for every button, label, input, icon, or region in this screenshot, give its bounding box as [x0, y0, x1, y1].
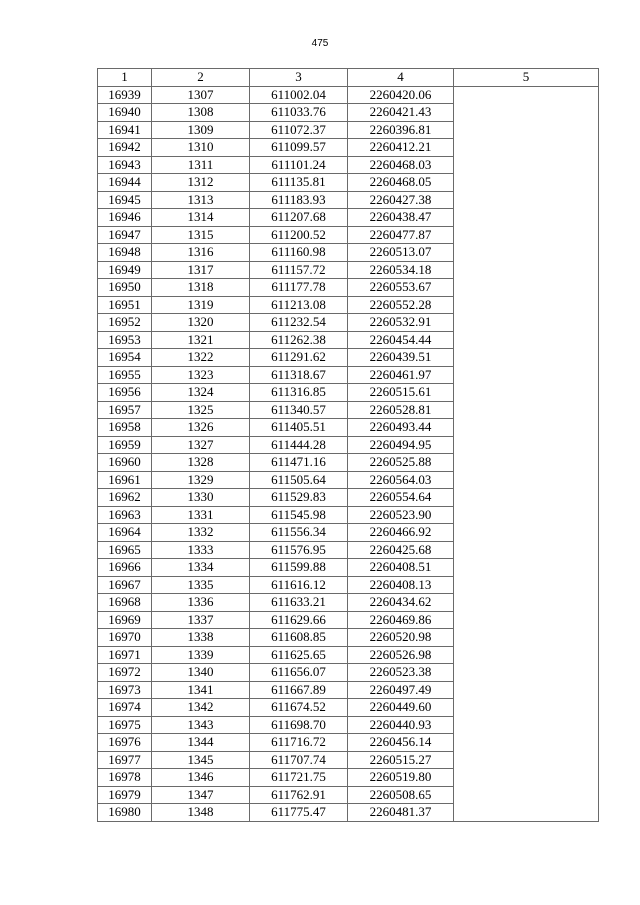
cell-x-coordinate: 611072.37: [250, 121, 348, 139]
cell-y-coordinate: 2260425.68: [348, 541, 454, 559]
cell-index: 1316: [152, 244, 250, 262]
cell-y-coordinate: 2260469.86: [348, 611, 454, 629]
cell-point-number: 16958: [98, 419, 152, 437]
cell-x-coordinate: 611135.81: [250, 174, 348, 192]
cell-index: 1346: [152, 769, 250, 787]
cell-index: 1331: [152, 506, 250, 524]
cell-index: 1334: [152, 559, 250, 577]
cell-y-coordinate: 2260454.44: [348, 331, 454, 349]
cell-index: 1311: [152, 156, 250, 174]
cell-y-coordinate: 2260552.28: [348, 296, 454, 314]
cell-point-number: 16942: [98, 139, 152, 157]
cell-y-coordinate: 2260534.18: [348, 261, 454, 279]
cell-index: 1317: [152, 261, 250, 279]
cell-point-number: 16951: [98, 296, 152, 314]
cell-point-number: 16953: [98, 331, 152, 349]
cell-y-coordinate: 2260494.95: [348, 436, 454, 454]
cell-point-number: 16943: [98, 156, 152, 174]
cell-index: 1330: [152, 489, 250, 507]
cell-y-coordinate: 2260408.13: [348, 576, 454, 594]
cell-y-coordinate: 2260468.05: [348, 174, 454, 192]
cell-point-number: 16949: [98, 261, 152, 279]
column-header-2: 2: [152, 69, 250, 87]
cell-index: 1322: [152, 349, 250, 367]
cell-point-number: 16978: [98, 769, 152, 787]
cell-point-number: 16967: [98, 576, 152, 594]
cell-y-coordinate: 2260456.14: [348, 734, 454, 752]
cell-index: 1335: [152, 576, 250, 594]
cell-x-coordinate: 611608.85: [250, 629, 348, 647]
cell-x-coordinate: 611183.93: [250, 191, 348, 209]
page-number: 475: [311, 38, 329, 49]
cell-point-number: 16969: [98, 611, 152, 629]
cell-index: 1319: [152, 296, 250, 314]
cell-index: 1310: [152, 139, 250, 157]
cell-x-coordinate: 611405.51: [250, 419, 348, 437]
cell-index: 1318: [152, 279, 250, 297]
column-header-1: 1: [98, 69, 152, 87]
cell-x-coordinate: 611316.85: [250, 384, 348, 402]
cell-index: 1337: [152, 611, 250, 629]
cell-index: 1339: [152, 646, 250, 664]
cell-point-number: 16952: [98, 314, 152, 332]
cell-point-number: 16961: [98, 471, 152, 489]
header-row: [98, 69, 599, 87]
cell-x-coordinate: 611667.89: [250, 681, 348, 699]
cell-x-coordinate: 611157.72: [250, 261, 348, 279]
cell-point-number: 16976: [98, 734, 152, 752]
cell-point-number: 16954: [98, 349, 152, 367]
cell-point-number: 16955: [98, 366, 152, 384]
cell-x-coordinate: 611775.47: [250, 804, 348, 822]
cell-x-coordinate: 611177.78: [250, 279, 348, 297]
cell-point-number: 16974: [98, 699, 152, 717]
cell-point-number: 16977: [98, 751, 152, 769]
cell-x-coordinate: 611207.68: [250, 209, 348, 227]
cell-point-number: 16966: [98, 559, 152, 577]
cell-index: 1307: [152, 86, 250, 104]
cell-point-number: 16962: [98, 489, 152, 507]
cell-y-coordinate: 2260439.51: [348, 349, 454, 367]
cell-x-coordinate: 611291.62: [250, 349, 348, 367]
cell-x-coordinate: 611213.08: [250, 296, 348, 314]
cell-index: 1320: [152, 314, 250, 332]
cell-y-coordinate: 2260466.92: [348, 524, 454, 542]
cell-index: 1312: [152, 174, 250, 192]
cell-point-number: 16959: [98, 436, 152, 454]
cell-point-number: 16956: [98, 384, 152, 402]
cell-x-coordinate: 611099.57: [250, 139, 348, 157]
cell-index: 1324: [152, 384, 250, 402]
cell-y-coordinate: 2260523.90: [348, 506, 454, 524]
cell-x-coordinate: 611232.54: [250, 314, 348, 332]
cell-index: 1347: [152, 786, 250, 804]
cell-y-coordinate: 2260553.67: [348, 279, 454, 297]
cell-point-number: 16971: [98, 646, 152, 664]
cell-y-coordinate: 2260408.51: [348, 559, 454, 577]
cell-index: 1332: [152, 524, 250, 542]
table-header: [98, 69, 599, 87]
cell-y-coordinate: 2260434.62: [348, 594, 454, 612]
cell-x-coordinate: 611318.67: [250, 366, 348, 384]
cell-point-number: 16979: [98, 786, 152, 804]
cell-point-number: 16970: [98, 629, 152, 647]
cell-y-coordinate: 2260508.65: [348, 786, 454, 804]
cell-y-coordinate: 2260427.38: [348, 191, 454, 209]
cell-x-coordinate: 611101.24: [250, 156, 348, 174]
cell-y-coordinate: 2260481.37: [348, 804, 454, 822]
column-header-5: 5: [454, 69, 599, 87]
cell-x-coordinate: 611002.04: [250, 86, 348, 104]
cell-x-coordinate: 611576.95: [250, 541, 348, 559]
cell-x-coordinate: 611707.74: [250, 751, 348, 769]
cell-x-coordinate: 611656.07: [250, 664, 348, 682]
coordinates-table: [97, 68, 599, 822]
cell-x-coordinate: 611160.98: [250, 244, 348, 262]
cell-index: 1328: [152, 454, 250, 472]
cell-y-coordinate: 2260438.47: [348, 209, 454, 227]
cell-index: 1321: [152, 331, 250, 349]
cell-point-number: 16948: [98, 244, 152, 262]
cell-index: 1348: [152, 804, 250, 822]
cell-point-number: 16973: [98, 681, 152, 699]
cell-index: 1315: [152, 226, 250, 244]
cell-x-coordinate: 611200.52: [250, 226, 348, 244]
cell-y-coordinate: 2260564.03: [348, 471, 454, 489]
cell-y-coordinate: 2260525.88: [348, 454, 454, 472]
cell-y-coordinate: 2260523.38: [348, 664, 454, 682]
cell-point-number: 16957: [98, 401, 152, 419]
cell-index: 1336: [152, 594, 250, 612]
cell-x-coordinate: 611716.72: [250, 734, 348, 752]
cell-point-number: 16947: [98, 226, 152, 244]
table-body: [98, 86, 599, 821]
cell-point-number: 16963: [98, 506, 152, 524]
cell-point-number: 16945: [98, 191, 152, 209]
column-header-3: 3: [250, 69, 348, 87]
cell-point-number: 16944: [98, 174, 152, 192]
cell-x-coordinate: 611545.98: [250, 506, 348, 524]
cell-index: 1326: [152, 419, 250, 437]
cell-x-coordinate: 611599.88: [250, 559, 348, 577]
cell-x-coordinate: 611444.28: [250, 436, 348, 454]
cell-y-coordinate: 2260477.87: [348, 226, 454, 244]
cell-index: 1313: [152, 191, 250, 209]
cell-index: 1342: [152, 699, 250, 717]
cell-x-coordinate: 611762.91: [250, 786, 348, 804]
cell-index: 1338: [152, 629, 250, 647]
cell-y-coordinate: 2260532.91: [348, 314, 454, 332]
cell-y-coordinate: 2260519.80: [348, 769, 454, 787]
cell-y-coordinate: 2260493.44: [348, 419, 454, 437]
cell-index: 1314: [152, 209, 250, 227]
cell-y-coordinate: 2260515.61: [348, 384, 454, 402]
cell-point-number: 16941: [98, 121, 152, 139]
cell-point-number: 16980: [98, 804, 152, 822]
cell-y-coordinate: 2260497.49: [348, 681, 454, 699]
cell-y-coordinate: 2260520.98: [348, 629, 454, 647]
cell-column-5-blank: [454, 86, 599, 821]
cell-index: 1325: [152, 401, 250, 419]
cell-index: 1344: [152, 734, 250, 752]
cell-index: 1309: [152, 121, 250, 139]
table-row: [98, 86, 599, 104]
cell-index: 1323: [152, 366, 250, 384]
cell-point-number: 16940: [98, 104, 152, 122]
cell-y-coordinate: 2260412.21: [348, 139, 454, 157]
cell-index: 1345: [152, 751, 250, 769]
cell-x-coordinate: 611505.64: [250, 471, 348, 489]
column-header-4: 4: [348, 69, 454, 87]
cell-y-coordinate: 2260440.93: [348, 716, 454, 734]
cell-index: 1340: [152, 664, 250, 682]
cell-point-number: 16965: [98, 541, 152, 559]
cell-y-coordinate: 2260421.43: [348, 104, 454, 122]
cell-index: 1308: [152, 104, 250, 122]
cell-x-coordinate: 611633.21: [250, 594, 348, 612]
cell-y-coordinate: 2260528.81: [348, 401, 454, 419]
cell-y-coordinate: 2260420.06: [348, 86, 454, 104]
cell-index: 1327: [152, 436, 250, 454]
cell-index: 1343: [152, 716, 250, 734]
cell-y-coordinate: 2260461.97: [348, 366, 454, 384]
cell-point-number: 16939: [98, 86, 152, 104]
cell-point-number: 16968: [98, 594, 152, 612]
cell-y-coordinate: 2260513.07: [348, 244, 454, 262]
cell-y-coordinate: 2260554.64: [348, 489, 454, 507]
cell-x-coordinate: 611471.16: [250, 454, 348, 472]
cell-point-number: 16972: [98, 664, 152, 682]
cell-index: 1333: [152, 541, 250, 559]
cell-index: 1341: [152, 681, 250, 699]
cell-y-coordinate: 2260515.27: [348, 751, 454, 769]
cell-x-coordinate: 611340.57: [250, 401, 348, 419]
cell-point-number: 16946: [98, 209, 152, 227]
cell-point-number: 16950: [98, 279, 152, 297]
cell-y-coordinate: 2260526.98: [348, 646, 454, 664]
cell-point-number: 16964: [98, 524, 152, 542]
cell-x-coordinate: 611698.70: [250, 716, 348, 734]
cell-x-coordinate: 611625.65: [250, 646, 348, 664]
cell-x-coordinate: 611721.75: [250, 769, 348, 787]
cell-y-coordinate: 2260468.03: [348, 156, 454, 174]
cell-x-coordinate: 611674.52: [250, 699, 348, 717]
cell-x-coordinate: 611262.38: [250, 331, 348, 349]
cell-point-number: 16975: [98, 716, 152, 734]
cell-index: 1329: [152, 471, 250, 489]
cell-x-coordinate: 611033.76: [250, 104, 348, 122]
cell-x-coordinate: 611629.66: [250, 611, 348, 629]
cell-y-coordinate: 2260449.60: [348, 699, 454, 717]
cell-x-coordinate: 611616.12: [250, 576, 348, 594]
cell-x-coordinate: 611529.83: [250, 489, 348, 507]
cell-y-coordinate: 2260396.81: [348, 121, 454, 139]
cell-x-coordinate: 611556.34: [250, 524, 348, 542]
cell-point-number: 16960: [98, 454, 152, 472]
